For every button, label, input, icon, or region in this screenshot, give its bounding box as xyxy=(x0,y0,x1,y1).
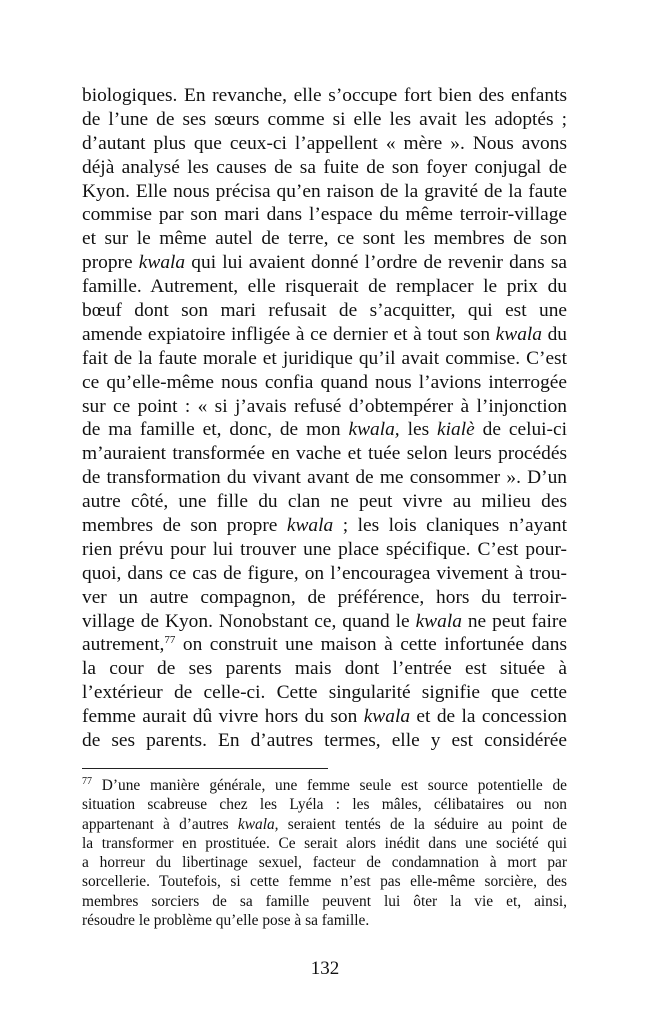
footnote-marker: 77 xyxy=(82,776,92,787)
text-line xyxy=(82,514,567,538)
text-line xyxy=(82,610,567,634)
text-run: autrement, xyxy=(82,634,165,656)
footnote-line: a horreur du libertinage sexuel, facteur de condamnation à mort par xyxy=(82,854,567,872)
text-line: sur ce point : « si j’avais refusé d’obtempérer à l’injonction xyxy=(82,395,567,417)
text-run: et de la concession xyxy=(410,706,567,728)
text-line: de transformation du vivant avant de me consommer ». D’un xyxy=(82,467,567,489)
text-line: d’autant plus que ceux-ci l’appellent « mère ». Nous avons xyxy=(82,132,567,154)
footnote xyxy=(82,776,567,930)
italic-term: kwala xyxy=(495,323,542,345)
page-number: 132 xyxy=(310,958,340,979)
text-line: bœuf dont son mari refusait de s’acquitter, qui est une xyxy=(82,300,567,322)
text-run: appartenant à d’autres xyxy=(82,815,238,833)
text-run: ; les lois claniques n’ayant xyxy=(333,515,567,537)
text-line: la cour de ses parents mais dont l’entrée est située à xyxy=(82,658,567,680)
text-line xyxy=(82,251,567,275)
italic-term: kwala xyxy=(286,515,334,537)
body-paragraph xyxy=(82,84,567,753)
text-line: déjà analysé les causes de sa fuite de son foyer conjugal de xyxy=(82,156,567,178)
text-line: famille. Autrement, elle risquerait de remplacer le prix du xyxy=(82,276,567,298)
text-run: de celui-ci xyxy=(474,419,567,441)
italic-term: kwala xyxy=(363,706,411,728)
text-line xyxy=(82,418,567,442)
text-line: ce qu’elle-même nous confia quand nous l’avions interrogée xyxy=(82,371,567,393)
text-line: Kyon. Elle nous précisa qu’en raison de la gravité de la faute xyxy=(82,180,567,202)
text-line xyxy=(82,705,567,729)
text-line: fait de la faute morale et juridique qu’il avait commise. C’est xyxy=(82,347,567,369)
text-line: de l’une de ses sœurs comme si elle les avait les adoptés ; xyxy=(82,108,567,130)
footnote-reference[interactable]: 77 xyxy=(164,634,176,647)
text-run: seraient tentés de la séduire au point de xyxy=(278,815,567,833)
footnote-line xyxy=(82,776,567,795)
italic-term: kwala xyxy=(138,252,186,274)
italic-term: kwala, xyxy=(348,419,400,441)
text-run: de ma famille et, donc, de mon xyxy=(82,419,349,441)
footnote-line: membres sorciers de sa famille peuvent lui ôter la vie et, ainsi, xyxy=(82,892,567,910)
text-line: l’extérieur de celle-ci. Cette singularité signifie que cette xyxy=(82,682,567,704)
text-line: rien prévu pour lui trouver une place spécifique. C’est pour- xyxy=(82,538,567,560)
footnote-line: la transformer en prostituée. Ce serait alors inédit dans une société qui xyxy=(82,834,567,852)
text-run: qui lui avaient donné l’ordre de revenir dans sa xyxy=(185,252,567,274)
text-line xyxy=(82,633,567,657)
text-line: quoi, dans ce cas de figure, on l’encouragea vivement à trou- xyxy=(82,562,567,584)
text-run: les xyxy=(399,419,438,441)
footnote-line: résoudre le problème qu’elle pose à sa famille. xyxy=(82,912,370,930)
italic-term: kialè xyxy=(437,419,475,441)
text-run: femme aurait dû vivre hors du son xyxy=(82,706,364,728)
italic-term: kwala, xyxy=(237,815,279,833)
text-line: et sur le même autel de terre, ce sont les membres de son xyxy=(82,228,567,250)
text-run: propre xyxy=(82,252,139,274)
footnote-separator xyxy=(82,768,328,769)
text-run: ne peut faire xyxy=(461,610,567,632)
text-run: amende expiatoire infligée à ce dernier et à tout son xyxy=(82,323,496,345)
footnote-line xyxy=(82,815,567,834)
text-line xyxy=(82,323,567,347)
text-line: biologiques. En revanche, elle s’occupe fort bien des enfants xyxy=(82,85,567,106)
text-run: village de Kyon. Nonobstant ce, quand le xyxy=(82,610,416,632)
text-run: D’une manière générale, une femme seule est source potentielle de xyxy=(92,777,567,794)
text-line: de ses parents. En d’autres termes, elle y est considérée xyxy=(82,730,567,752)
text-run: membres de son propre xyxy=(82,515,287,537)
text-run: on construit une maison à cette infortunée dans xyxy=(175,634,567,656)
text-run: du xyxy=(541,323,567,345)
text-line: m’auraient transformée en vache et tuée selon leurs procédés xyxy=(82,443,567,465)
footnote-line: situation scabreuse chez les Lyéla : les mâles, célibataires ou non xyxy=(82,796,567,814)
italic-term: kwala xyxy=(415,610,462,632)
text-line: ver un autre compagnon, de préférence, hors du terroir- xyxy=(82,586,567,608)
footnote-line: sorcellerie. Toutefois, si cette femme n’est pas elle-même sorcière, des xyxy=(82,873,567,891)
text-line: commise par son mari dans l’espace du même terroir-village xyxy=(82,204,567,226)
text-line: autre côté, une fille du clan ne peut vivre au milieu des xyxy=(82,491,567,513)
